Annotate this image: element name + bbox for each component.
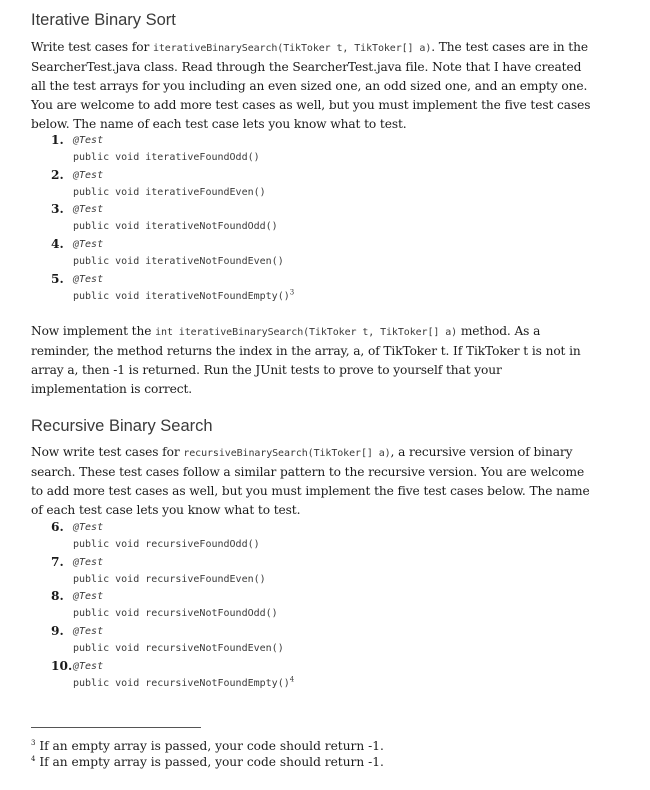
test-annotation: @Test	[73, 522, 104, 533]
signature-text: public void iterativeNotFoundOdd()	[73, 221, 278, 233]
signature-text: public void recursiveNotFoundEven()	[73, 643, 284, 655]
test-item	[51, 167, 551, 202]
test-annotation: @Test	[73, 169, 104, 181]
text-segment: . The test cases are in the SearcherTest.java class. Read through the SearcherTest.java file. Note that I have created all the test arrays for you including an even sized one, an odd sized one, and an empty one. You are welcome to add more test cases as well, but you must implement the five test cases below. The name of each test case lets you know what to test.	[31, 40, 591, 131]
signature-text: public void recursiveFoundOdd()	[73, 539, 260, 550]
footnote-divider	[31, 727, 201, 728]
test-signature	[73, 152, 260, 164]
text-segment: Now write test cases for	[31, 445, 184, 459]
footnote	[31, 754, 384, 770]
test-signature	[73, 574, 266, 586]
test-item	[51, 554, 551, 589]
item-number: 9.	[51, 624, 64, 639]
recursive-intro-paragraph	[31, 443, 591, 520]
item-number: 6.	[51, 520, 64, 534]
test-annotation: @Test	[73, 239, 104, 251]
test-annotation: @Test	[73, 591, 104, 603]
test-signature	[73, 288, 295, 303]
test-annotation: @Test	[73, 556, 104, 568]
iterative-heading: Iterative Binary Sort	[31, 11, 176, 29]
footnote-ref[interactable]: 4	[289, 675, 295, 684]
signature-text: public void iterativeNotFoundEven()	[73, 256, 284, 268]
test-signature	[73, 256, 284, 268]
inline-code: int iterativeBinarySearch(TikToker t, TikToker[] a)	[155, 327, 458, 338]
text-segment: Write test cases for	[31, 40, 153, 54]
item-number: 4.	[51, 237, 64, 252]
text-segment: method. As a reminder, the method returns the index in the array, a, of TikToker t. If TikToker t is not in array a, then -1 is returned. Run the JUnit tests to prove to yourself that your implementation is correct.	[31, 324, 581, 396]
signature-text: public void iterativeFoundOdd()	[73, 152, 260, 163]
test-annotation: @Test	[73, 660, 104, 672]
test-item	[51, 623, 551, 658]
signature-text: public void recursiveFoundEven()	[73, 573, 266, 585]
test-item	[51, 271, 551, 306]
footnote-text: If an empty array is passed, your code should return -1.	[39, 755, 384, 769]
footnote-text: If an empty array is passed, your code should return -1.	[39, 739, 384, 753]
test-item	[51, 236, 551, 271]
footnote-mark: 4	[31, 754, 36, 763]
test-signature	[73, 187, 266, 199]
test-annotation: @Test	[73, 626, 104, 638]
signature-text: public void iterativeNotFoundEmpty()	[73, 290, 290, 302]
footnote-mark: 3	[31, 738, 36, 747]
iterative-intro-paragraph	[31, 38, 591, 134]
test-signature	[73, 539, 260, 551]
recursive-test-list	[51, 519, 551, 692]
test-signature	[73, 675, 295, 690]
inline-code: iterativeBinarySearch(TikToker t, TikToker[] a)	[152, 43, 432, 54]
text-segment: Now implement the	[31, 324, 156, 338]
item-number: 7.	[51, 554, 64, 569]
test-annotation: @Test	[73, 204, 104, 216]
test-annotation: @Test	[73, 273, 104, 285]
recursive-heading: Recursive Binary Search	[31, 417, 213, 435]
inline-code: recursiveBinarySearch(TikToker[] a)	[183, 448, 391, 459]
test-annotation: @Test	[73, 135, 104, 146]
test-signature	[73, 221, 278, 233]
iterative-test-list	[51, 132, 551, 305]
footnote-ref[interactable]: 3	[289, 288, 295, 297]
item-number: 10.	[51, 658, 73, 673]
signature-text: public void recursiveNotFoundOdd()	[73, 608, 278, 620]
item-number: 5.	[51, 271, 64, 286]
test-item	[51, 201, 551, 236]
test-item	[51, 658, 551, 693]
text-segment: , a recursive version of binary search. These test cases follow a similar pattern to the recursive version. You are welcome to add more test cases as well, but you must implement the five test cases below. The name of each test case lets you know what to test.	[31, 445, 590, 517]
item-number: 2.	[51, 167, 64, 182]
test-item	[51, 132, 551, 167]
test-signature	[73, 608, 278, 620]
signature-text: public void recursiveNotFoundEmpty()	[73, 677, 290, 689]
test-item	[51, 519, 551, 554]
test-signature	[73, 643, 284, 655]
item-number: 3.	[51, 202, 64, 217]
test-item	[51, 588, 551, 623]
iterative-implement-paragraph	[31, 322, 591, 399]
signature-text: public void iterativeFoundEven()	[73, 186, 266, 198]
footnote	[31, 738, 384, 754]
item-number: 8.	[51, 589, 64, 604]
item-number: 1.	[51, 133, 64, 147]
